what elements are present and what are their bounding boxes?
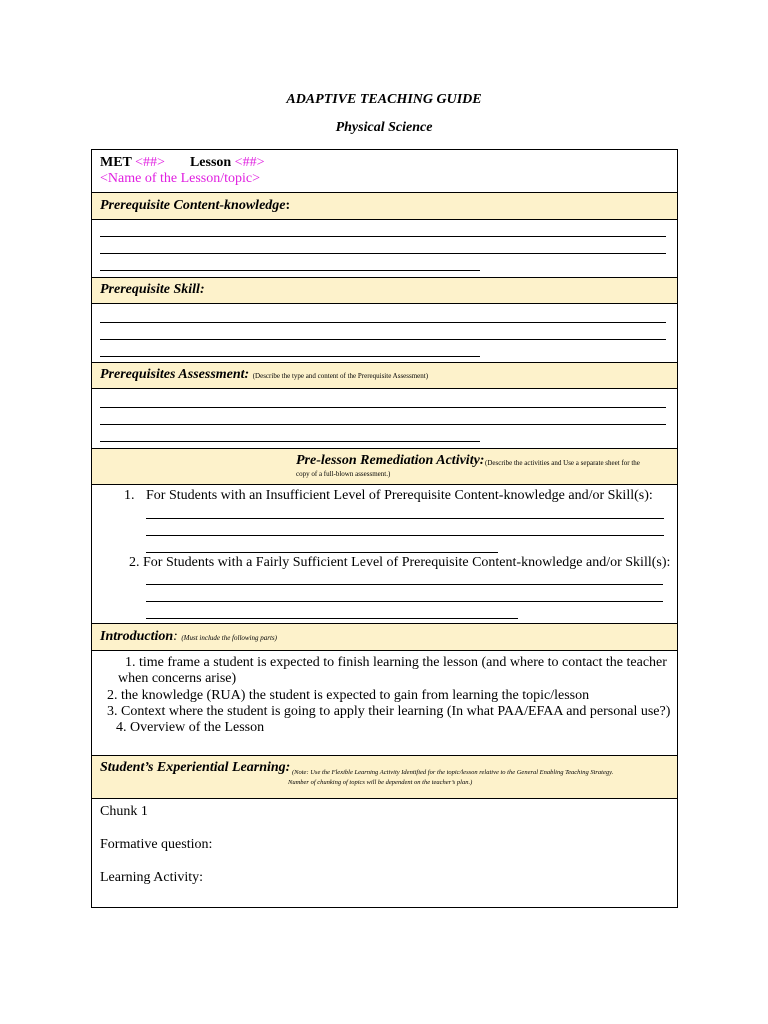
lesson-plan-table	[91, 149, 678, 908]
prereq-skill-heading: Prerequisite Skill:	[100, 282, 205, 297]
introduction-item1-cont: when concerns arise)	[118, 671, 237, 686]
learning-activity-label: Learning Activity:	[100, 870, 204, 885]
prereq-skill-answer[interactable]	[92, 304, 677, 362]
answer-line	[100, 236, 666, 237]
chunk-section	[92, 799, 677, 907]
remediation-body	[92, 485, 677, 623]
prereq-assessment-header	[92, 363, 677, 388]
answer-line	[100, 407, 666, 408]
prereq-assessment-heading: Prerequisites Assessment:	[100, 367, 250, 382]
prereq-content-answer[interactable]	[92, 220, 677, 276]
experiential-note-line1: (Note: Use the Flexible Learning Activity Identified for the topic/lesson relative to the General Enabling Teaching Strategy.	[292, 769, 614, 776]
introduction-body	[92, 651, 677, 755]
lesson-label: Lesson	[189, 155, 232, 170]
lesson-name-placeholder[interactable]: <Name of the Lesson/topic>	[100, 171, 261, 186]
prereq-skill-header	[92, 278, 677, 303]
remediation-item1-number: 1.	[124, 488, 135, 503]
document-subtitle: Physical Science	[335, 120, 433, 135]
experiential-heading: Student’s Experiential Learning:	[100, 760, 291, 775]
document-title: ADAPTIVE TEACHING GUIDE	[286, 92, 482, 107]
introduction-item4: 4. Overview of the Lesson	[116, 720, 265, 735]
remediation-note-line2: copy of a full-blown assessment.)	[296, 470, 391, 478]
met-lesson-row	[92, 150, 677, 192]
met-line	[100, 155, 264, 171]
answer-line[interactable]	[146, 552, 498, 553]
remediation-heading: Pre-lesson Remediation Activity:	[296, 453, 485, 468]
remediation-item2: 2. For Students with a Fairly Sufficient Level of Prerequisite Content-knowledge and/or Skill(s):	[129, 555, 671, 570]
introduction-item3: 3. Context where the student is going to apply their learning (In what PAA/EFAA and personal use?)	[107, 704, 671, 719]
lesson-placeholder[interactable]: <##>	[234, 155, 265, 170]
introduction-item1: 1. time frame a student is expected to finish learning the lesson (and where to contact the teacher	[125, 655, 667, 670]
answer-line[interactable]	[146, 518, 664, 519]
answer-line[interactable]	[146, 618, 518, 619]
met-label: MET	[100, 155, 132, 170]
answer-line	[100, 253, 666, 254]
answer-line	[100, 356, 480, 357]
answer-line[interactable]	[146, 601, 663, 602]
prereq-content-heading: Prerequisite Content-knowledge	[100, 198, 286, 213]
answer-line	[100, 339, 666, 340]
answer-line[interactable]	[146, 584, 663, 585]
met-placeholder[interactable]: <##>	[135, 155, 165, 170]
introduction-item2: 2. the knowledge (RUA) the student is expected to gain from learning the topic/lesson	[107, 688, 590, 703]
remediation-header	[92, 449, 677, 484]
introduction-header: Introduction: (Must include the following parts)	[92, 624, 677, 650]
remediation-item1: For Students with an Insufficient Level of Prerequisite Content-knowledge and/or Skill(s):	[146, 488, 653, 503]
chunk-label: Chunk 1	[100, 804, 148, 819]
prereq-assessment-note: (Describe the type and content of the Prerequisite Assessment)	[252, 372, 429, 380]
remediation-note-line1: (Describe the activities and Use a separate sheet for the	[485, 459, 640, 467]
prereq-assessment-answer[interactable]	[92, 389, 677, 448]
prereq-content-header: Prerequisite Content-knowledge:	[92, 193, 677, 219]
answer-line[interactable]	[146, 535, 664, 536]
experiential-header	[92, 756, 677, 798]
experiential-note-line2: Number of chunking of topics will be dependent on the teacher’s plan.)	[288, 779, 473, 786]
formative-question-label: Formative question:	[100, 837, 213, 852]
answer-line	[100, 322, 666, 323]
answer-line	[100, 441, 480, 442]
introduction-heading: Introduction	[100, 629, 174, 644]
introduction-note: (Must include the following parts)	[181, 634, 277, 642]
answer-line	[100, 270, 480, 271]
answer-line	[100, 424, 666, 425]
